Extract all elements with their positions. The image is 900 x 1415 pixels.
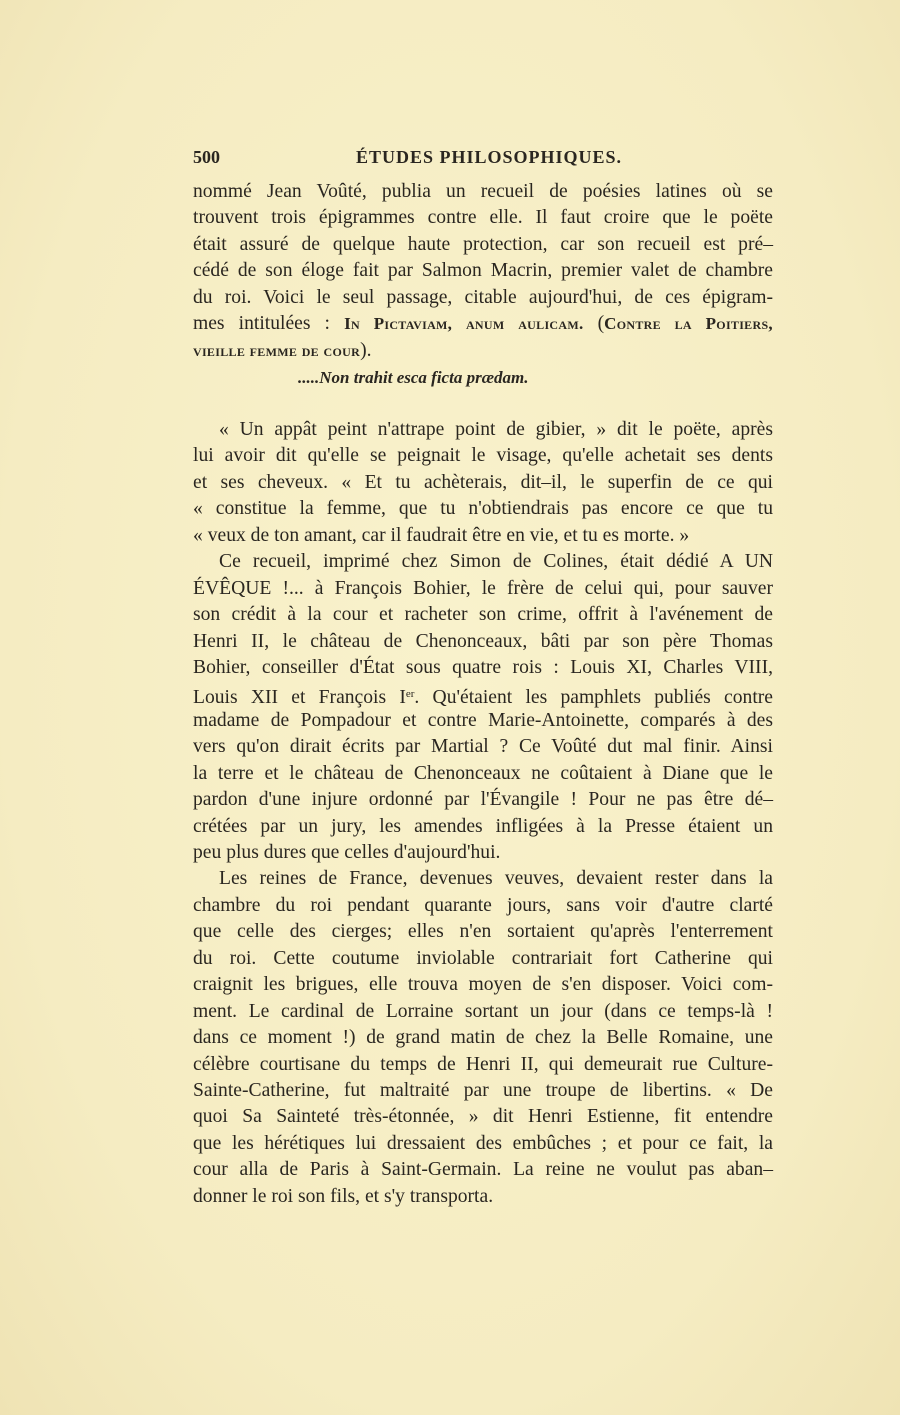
paragraph-4 <box>193 866 773 1210</box>
text-line: quoi Sa Sainteté très-étonnée, » dit Henri Estienne, fit entendre <box>193 1106 773 1128</box>
page-number: 500 <box>193 147 220 167</box>
superscript: er <box>405 688 415 701</box>
text-line: craignit les brigues, elle trouva moyen de s'en disposer. Voici com- <box>193 974 773 996</box>
text-line: donner le roi son fils, et s'y transporta. <box>193 1185 494 1207</box>
paragraph-3-lines-a <box>193 549 773 681</box>
paragraph-3 <box>193 549 773 866</box>
running-title: ÉTUDES PHILOSOPHIQUES. <box>355 147 623 167</box>
latin-title: In Pictaviam, anum aulicam. <box>344 314 584 334</box>
paragraph-1-lines <box>193 179 773 311</box>
epigraph: .....Non trahit esca ficta prædam. <box>298 368 529 387</box>
text-line: crétées par un jury, les amendes infligées à la Presse étaient un <box>193 815 773 837</box>
text-line: trouvent trois épigrammes contre elle. Il faut croire que le poëte <box>193 207 773 229</box>
text-line <box>193 311 773 337</box>
text-line: son crédit à la cour et racheter son crime, offrit à l'avénement de <box>193 604 773 626</box>
french-title: vieille femme de cour <box>193 340 361 360</box>
french-title: Contre la Poitiers, <box>604 314 773 334</box>
text-span: ). <box>360 339 372 361</box>
text-line <box>193 338 773 364</box>
text-line: « Un appât peint n'attrape point de gibier, » dit le poëte, après <box>219 419 773 440</box>
text-line: pardon d'une injure ordonné par l'Évangile ! Pour ne pas être dé– <box>193 789 773 811</box>
text-line: Sainte-Catherine, fut maltraité par une troupe de libertins. « De <box>193 1079 773 1101</box>
text-line: cour alla de Paris à Saint-Germain. La reine ne voulut pas aban– <box>193 1159 773 1181</box>
text-line: Ce recueil, imprimé chez Simon de Colines, était dédié A UN <box>219 551 773 573</box>
text-line: Bohier, conseiller d'État sous quatre rois : Louis XI, Charles VIII, <box>193 656 773 678</box>
running-header <box>193 147 773 173</box>
text-line: du roi. Cette coutume inviolable contrariait fort Catherine qui <box>193 947 773 969</box>
text-line: chambre du roi pendant quarante jours, sans voir d'autre clarté <box>193 894 773 916</box>
text-line: madame de Pompadour et contre Marie-Antoinette, comparés à des <box>193 709 773 731</box>
paragraph-2 <box>193 417 773 549</box>
text-span: ( <box>583 313 605 335</box>
paragraph-1 <box>193 179 773 364</box>
text-line: que celle des cierges; elles n'en sortaient qu'après l'enterrement <box>193 921 773 943</box>
body-text <box>193 417 773 1210</box>
text-span: mes intitulées : <box>193 313 345 335</box>
text-line: « veux de ton amant, car il faudrait être en vie, et tu es morte. » <box>193 524 690 546</box>
text-line: et ses cheveux. « Et tu achèterais, dit–il, le superfin de ce qui <box>193 471 773 493</box>
text-span: . Qu'étaient les pamphlets publiés contre <box>414 687 773 709</box>
text-line: célèbre courtisane du temps de Henri II, qui demeurait rue Culture- <box>193 1053 773 1075</box>
text-line: vers qu'on dirait écrits par Martial ? Ce Voûté dut mal finir. Ainsi <box>193 736 773 758</box>
text-span: Louis XII et François I <box>193 687 406 709</box>
text-line: dans ce moment !) de grand matin de chez la Belle Romaine, une <box>193 1027 773 1049</box>
text-line: lui avoir dit qu'elle se peignait le visage, qu'elle achetait ses dents <box>193 445 773 467</box>
text-line: ment. Le cardinal de Lorraine sortant un jour (dans ce temps-là ! <box>193 1000 773 1022</box>
text-line <box>193 681 773 707</box>
text-line: que les hérétiques lui dressaient des embûches ; et pour ce fait, la <box>193 1132 773 1154</box>
text-line: ÉVÊQUE !... à François Bohier, le frère de celui qui, pour sauver <box>193 577 773 599</box>
paragraph-3-lines-b <box>193 708 773 867</box>
text-line: nommé Jean Voûté, publia un recueil de poésies latines où se <box>193 181 773 202</box>
text-line: « constitue la femme, que tu n'obtiendrais pas encore ce que tu <box>193 498 773 520</box>
text-line: la terre et le château de Chenonceaux ne coûtaient à Diane que le <box>193 762 773 784</box>
text-line: Henri II, le château de Chenonceaux, bâti par son père Thomas <box>193 630 773 652</box>
text-line: du roi. Voici le seul passage, citable aujourd'hui, de ces épigram- <box>193 286 773 308</box>
text-line: cédé de son éloge fait par Salmon Macrin, premier valet de chambre <box>193 260 773 282</box>
text-line: peu plus dures que celles d'aujourd'hui. <box>193 842 501 863</box>
text-line: Les reines de France, devenues veuves, devaient rester dans la <box>219 868 773 890</box>
text-line: était assuré de quelque haute protection, car son recueil est pré– <box>193 233 773 255</box>
